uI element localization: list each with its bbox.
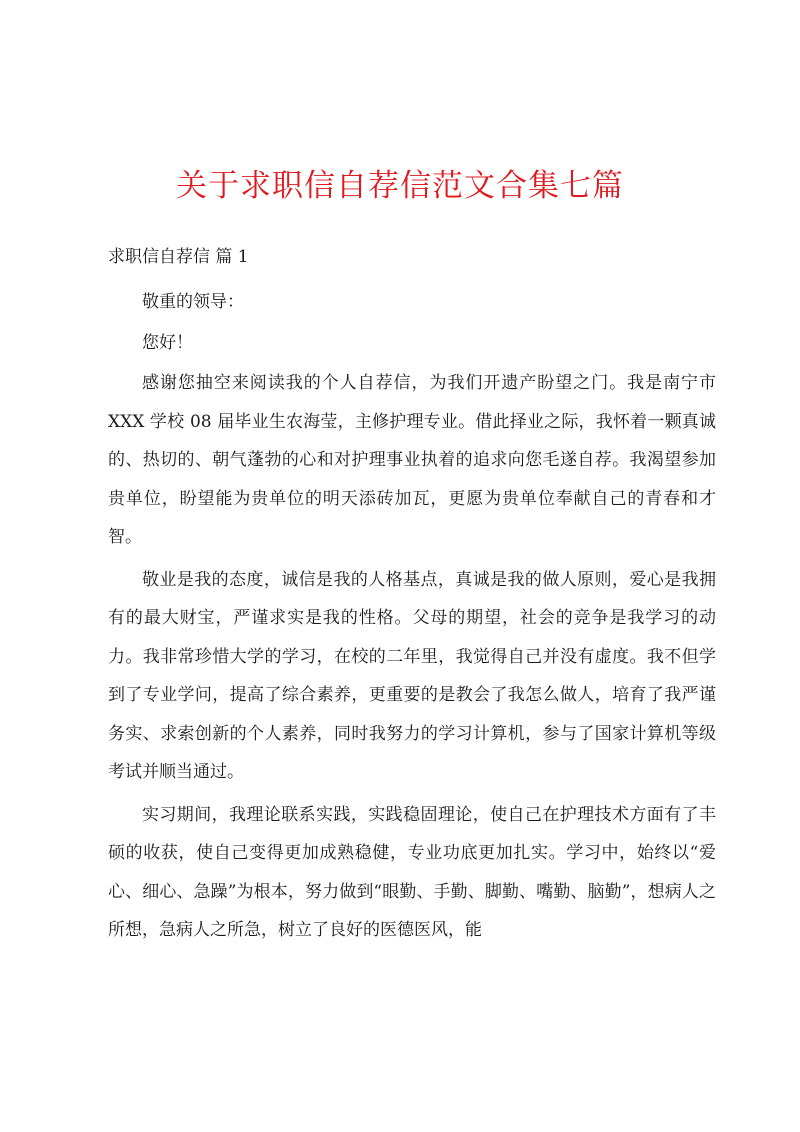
body-paragraph-3: 实习期间，我理论联系实践，实践稳固理论，使自己在护理技术方面有了丰硕的收获，使自己变得更加成熟稳健，专业功底更加扎实。学习中，始终以“爱心、细心、急躁”为根本，努力做到“眼勤、手勤、脚勤、嘴勤、脑勤”，想病人之所想，急病人之所急，树立了良好的医德医风，能 <box>108 804 716 940</box>
document-body <box>108 283 716 954</box>
body-paragraph-2: 敬业是我的态度，诚信是我的人格基点，真诚是我的做人原则，爱心是我拥有的最大财宝，严谨求实是我的性格。父母的期望，社会的竞争是我学习的动力。我非常珍惜大学的学习，在校的二年里，我觉得自己并没有虚度。我不但学到了专业学问，提高了综合素养，更重要的是教会了我怎么做人，培育了我严谨务实、求索创新的个人素养，同时我努力的学习计算机，参与了国家计算机等级考试并顺当通过。 <box>108 569 716 782</box>
body-paragraph-1: 感谢您抽空来阅读我的个人自荐信，为我们开遗产盼望之门。我是南宁市 XXX 学校 08 届毕业生农海莹，主修护理专业。借此择业之际，我怀着一颗真诚的、热切的、朝气蓬勃的心和对护理事业执着的追求向您毛遂自荐。我渴望参加贵单位，盼望能为贵单位的明天添砖加瓦，更愿为贵单位奉献自己的青春和才智。 <box>108 373 716 547</box>
salutation: 敬重的领导： <box>142 292 244 312</box>
greeting: 您好！ <box>142 332 193 353</box>
section-heading: 求职信自荐信 篇 1 <box>108 247 249 267</box>
document-title: 关于求职信自荐信范文合集七篇 <box>176 168 624 204</box>
